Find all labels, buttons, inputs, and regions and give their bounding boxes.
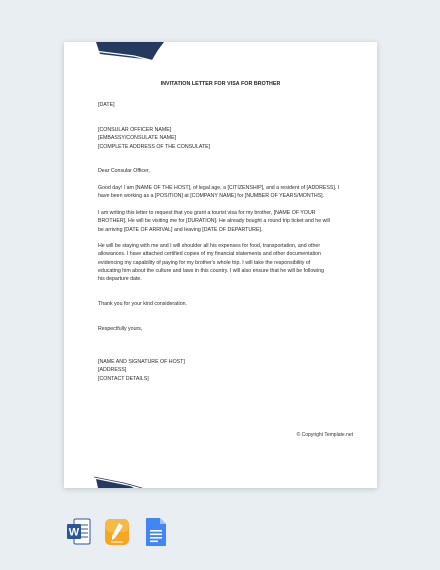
pages-icon[interactable] (104, 517, 130, 547)
letter-page (64, 42, 377, 488)
paragraph-line: his departure date. (98, 276, 142, 283)
letter-title: INVITATION LETTER FOR VISA FOR BROTHER (160, 81, 281, 87)
signature-line: [CONTACT DETAILS] (98, 375, 149, 382)
recipient-line: [COMPLETE ADDRESS OF THE CONSULATE] (98, 143, 211, 150)
recipient-line: [EMBASSY/CONSULATE NAME] (98, 135, 177, 142)
app-icons-row (0, 517, 440, 547)
paragraph-line: evidencing my capability of paying for my brother's whole trip. I will take the responsibility of (98, 259, 311, 266)
header-decoration (94, 42, 164, 64)
closing: Respectfully yours, (98, 326, 143, 332)
signature-line: [ADDRESS] (98, 367, 127, 374)
paragraph-line: have been working as a [POSITION] at [COMPANY NAME] for [NUMBER OF YEARS/MONTHS]. (98, 193, 325, 200)
signature-block (98, 358, 185, 383)
signature-line: [NAME AND SIGNATURE OF HOST] (98, 359, 185, 365)
paragraph-line: Good day! I am [NAME OF THE HOST], of legal age, a [CITIZENSHIP], and a resident of [ADDRESS]. I (98, 185, 340, 191)
recipient-line: [CONSULAR OFFICER NAME] (98, 127, 172, 133)
paragraph-line: allowances. I have attached certified copies of my financial statements and other documentation (98, 251, 321, 258)
salutation: Dear Consular Officer, (98, 168, 150, 174)
recipient-block (98, 126, 210, 151)
paragraph-line: Thank you for your kind consideration. (98, 301, 188, 307)
paragraph-1 (98, 184, 360, 201)
word-icon[interactable] (66, 517, 92, 547)
letter-date: [DATE] (98, 102, 115, 108)
paragraph-3 (98, 242, 360, 283)
paragraph-line: I am writing this letter to request that you grant a tourist visa for my brother, [NAME OF YOUR (98, 210, 316, 216)
copyright-text: © Copyright Template.net (296, 432, 353, 438)
paragraph-2 (98, 209, 360, 234)
google-docs-icon[interactable] (143, 517, 169, 547)
paragraph-line: BROTHER]. He will be visiting me for [DURATION]. He already bought a round trip ticket and he will (98, 218, 330, 225)
word-icon-letter: W (68, 526, 80, 539)
paragraph-line: He will be staying with me and I will shoulder all his expenses for food, transportation, and other (98, 243, 321, 249)
footer-decoration (94, 476, 144, 488)
paragraph-4 (98, 300, 360, 308)
paragraph-line: be arriving [DATE OF ARRIVAL] and leaving [DATE OF DEPARTURE]. (98, 226, 263, 233)
paragraph-line: educating him about the culture and laws in this country. I will also ensure that he will be following (98, 267, 325, 274)
